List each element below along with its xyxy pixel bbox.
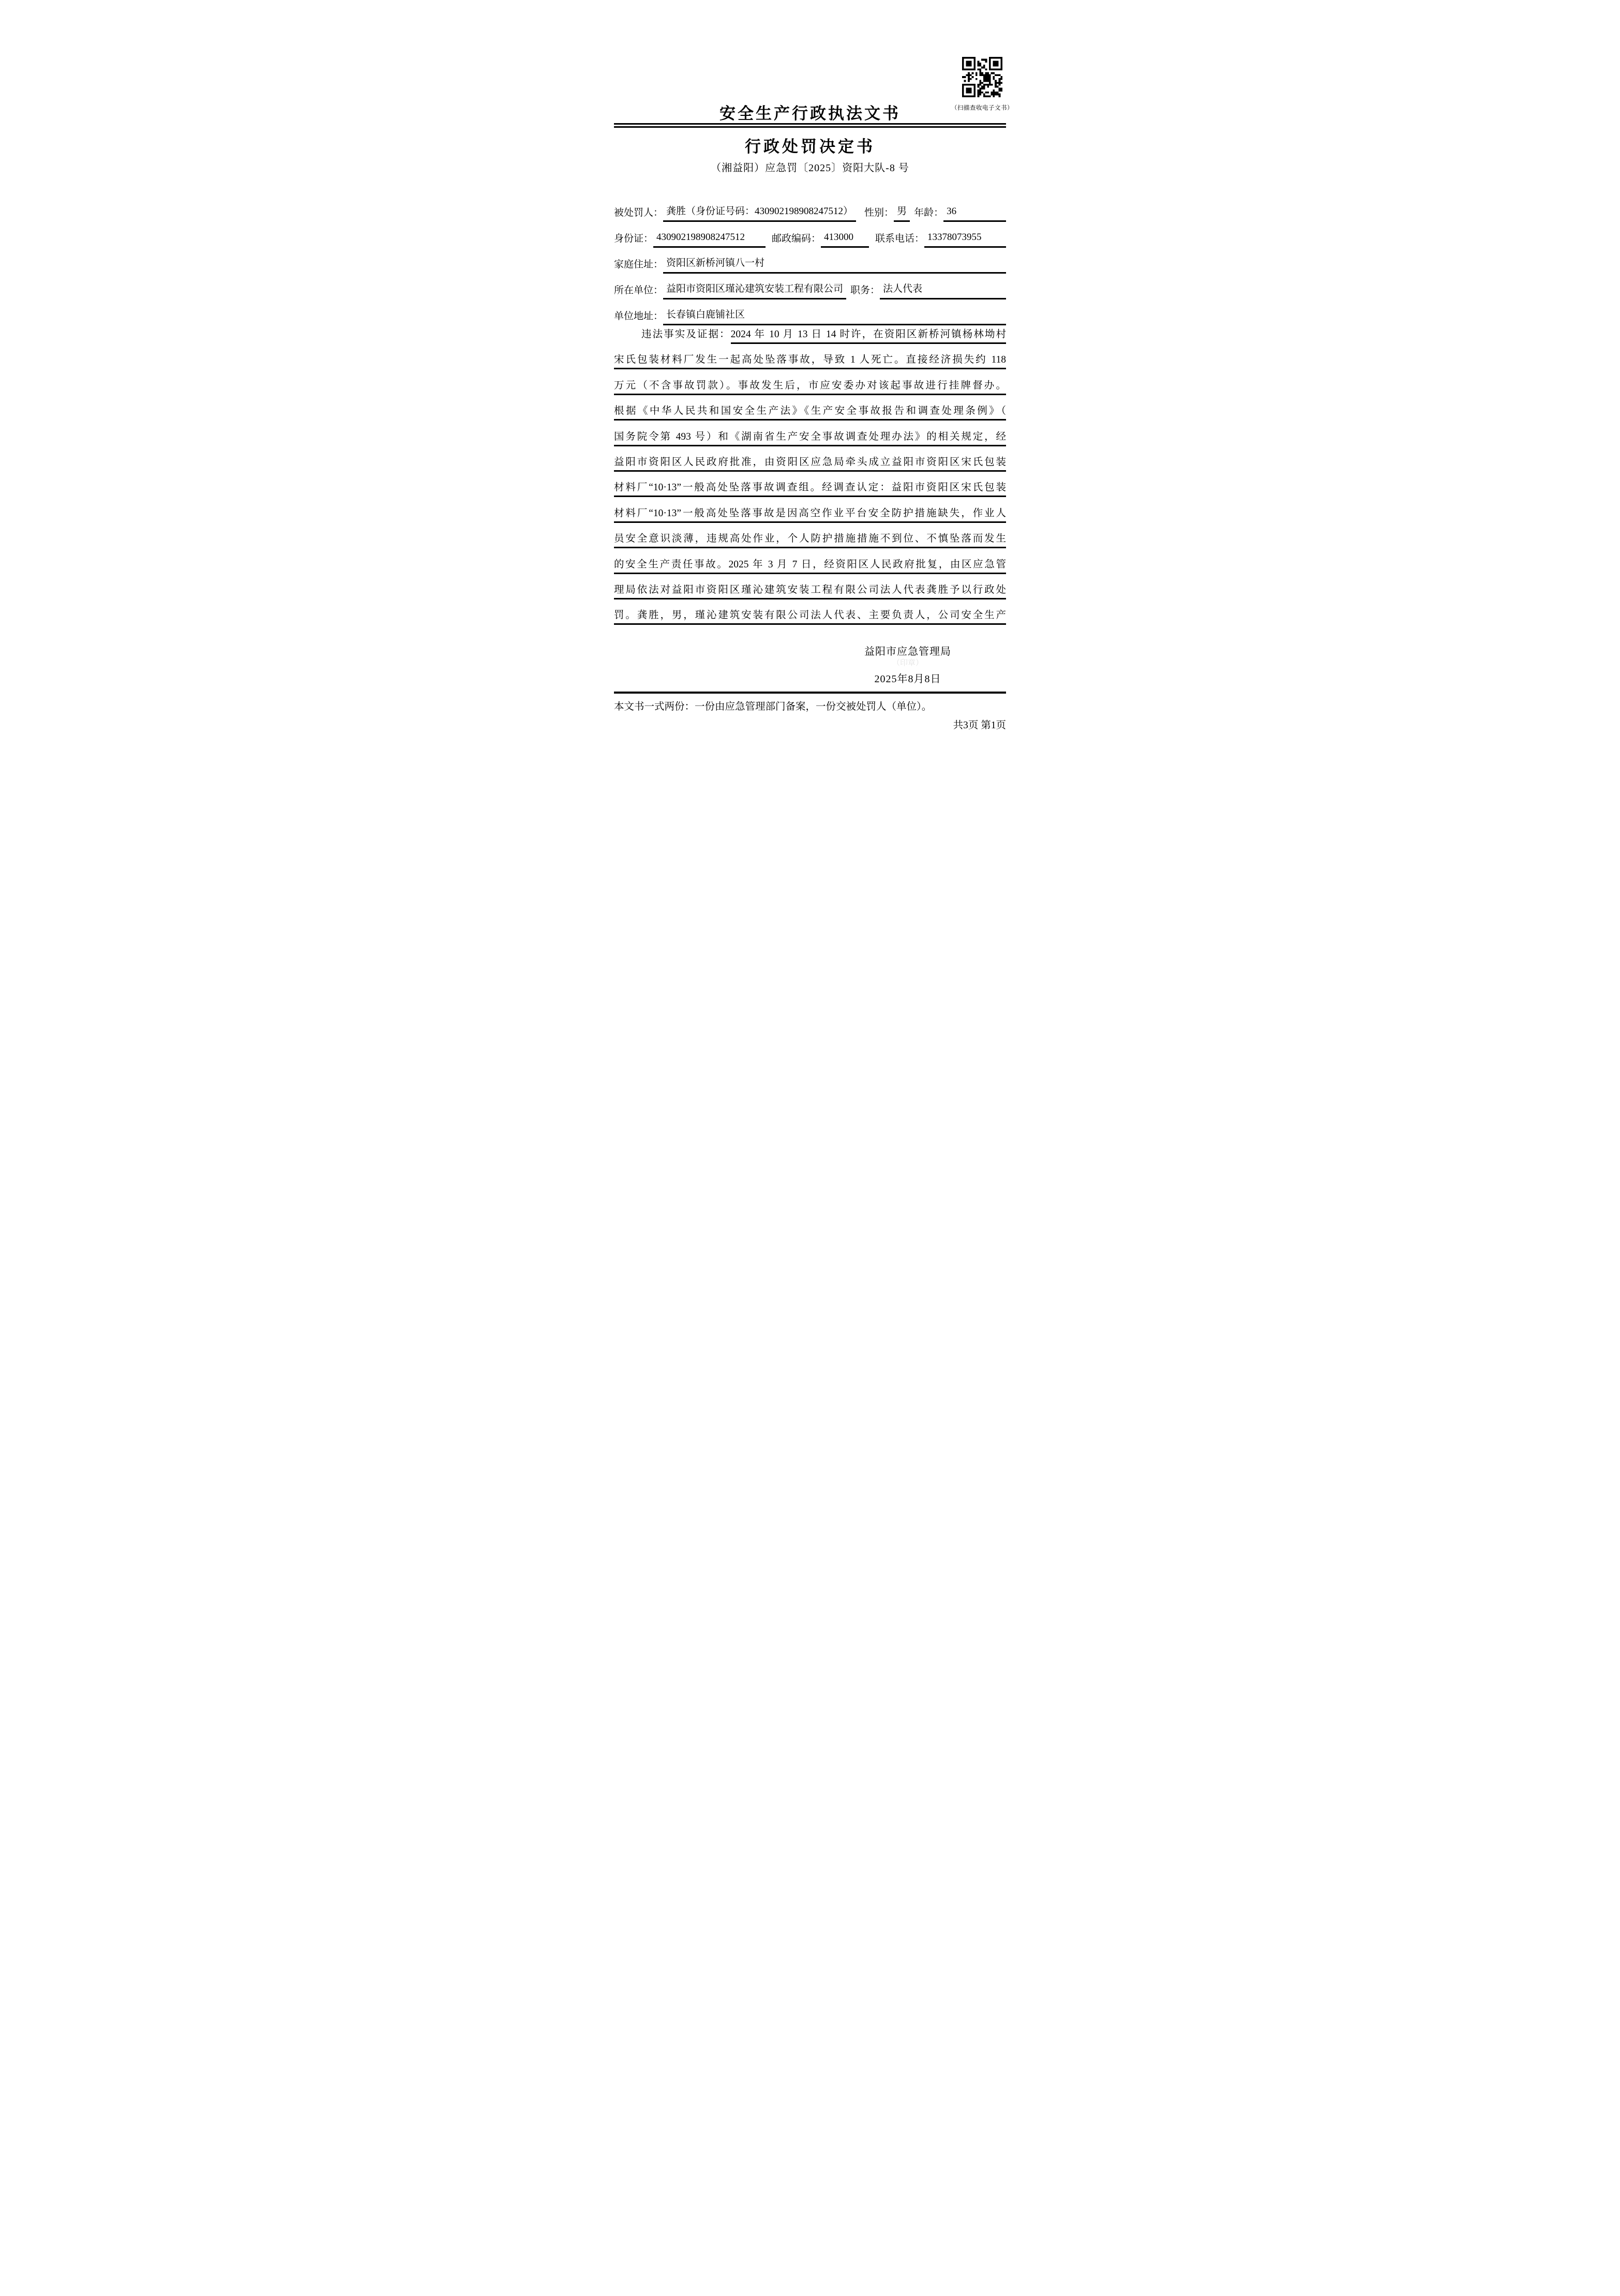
postcode-label: 邮政编码： xyxy=(772,233,821,244)
punished-person-label: 被处罚人： xyxy=(614,207,664,218)
body-line-text: 宋氏包装材料厂发生一起高处坠落事故，导致 1 人死亡。直接经济损失约 118 xyxy=(614,354,1006,369)
body-line-text: 材料厂“10·13”一般高处坠落事故调查组。经调查认定：益阳市资阳区宋氏包装 xyxy=(614,482,1006,497)
facts-and-evidence-paragraph xyxy=(614,322,1006,628)
body-line-text: 罚。龚胜，男，瑾沁建筑安装有限公司法人代表、主要负责人，公司安全生产 xyxy=(614,610,1006,625)
body-line-text: 理局依法对益阳市资阳区瑾沁建筑安装工程有限公司法人代表龚胜予以行政处 xyxy=(614,584,1006,599)
body-line xyxy=(614,322,1006,347)
penalty-decision-document-page xyxy=(540,0,1080,766)
page-indicator: 共3页 第1页 xyxy=(953,720,1006,731)
phone-label: 联系电话： xyxy=(875,233,925,244)
footer-rule xyxy=(614,692,1006,694)
seal-watermark: （印章） xyxy=(892,659,923,667)
id-card-row xyxy=(614,222,1006,248)
body-line-text: 益阳市资阳区人民政府批准，由资阳区应急局牵头成立益阳市资阳区宋氏包装 xyxy=(614,457,1006,472)
body-line xyxy=(614,501,1006,526)
duty-value: 法人代表 xyxy=(880,281,1006,299)
punished-person-value: 龚胜（身份证号码：430902198908247512） xyxy=(663,203,856,222)
signature-block xyxy=(809,643,1006,685)
home-address-value: 资阳区新桥河镇八一村 xyxy=(663,255,1006,274)
postcode-value: 413000 xyxy=(821,232,869,248)
body-line-text: 国务院令第 493 号）和《湖南省生产安全事故调查处理办法》的相关规定，经 xyxy=(614,431,1006,446)
work-unit-value: 益阳市资阳区瑾沁建筑安装工程有限公司 xyxy=(663,281,846,299)
document-title: 行政处罚决定书 xyxy=(745,138,875,156)
body-line-text: 2024 年 10 月 13 日 14 时许，在资阳区新桥河镇杨林坳村 xyxy=(731,329,1006,344)
body-line xyxy=(614,552,1006,577)
body-line-text: 员安全意识淡薄，违规高处作业，个人防护措施措施不到位、不慎坠落而发生 xyxy=(614,533,1006,548)
phone-value: 13378073955 xyxy=(924,232,1006,248)
body-line xyxy=(614,424,1006,449)
qr-caption: （扫描查收电子文书） xyxy=(951,105,1013,111)
home-address-label: 家庭住址： xyxy=(614,259,664,270)
gender-value: 男 xyxy=(894,203,910,222)
punished-person-row xyxy=(614,196,1006,222)
body-line xyxy=(614,526,1006,551)
document-number: （湘益阳）应急罚〔2025〕资阳大队-8 号 xyxy=(711,162,909,174)
id-card-value: 430902198908247512 xyxy=(653,232,766,248)
body-line xyxy=(614,475,1006,500)
issuing-agency: 益阳市应急管理局 xyxy=(864,646,951,657)
body-line xyxy=(614,347,1006,372)
home-address-row xyxy=(614,248,1006,274)
unit-address-value: 长春镇白鹿铺社区 xyxy=(663,307,1006,325)
work-unit-label: 所在单位： xyxy=(614,285,664,296)
body-line xyxy=(614,603,1006,628)
body-line xyxy=(614,398,1006,424)
body-line-text: 的安全生产责任事故。2025 年 3 月 7 日，经资阳区人民政府批复，由区应急管 xyxy=(614,559,1006,574)
copies-note: 本文书一式两份：一份由应急管理部门备案，一份交被处罚人（单位）。 xyxy=(614,701,932,712)
qr-code-image xyxy=(962,57,1002,97)
work-unit-row xyxy=(614,274,1006,299)
body-line-text: 材料厂“10·13”一般高处坠落事故是因高空作业平台安全防护措施缺失，作业人 xyxy=(614,508,1006,523)
issue-date: 2025年8月8日 xyxy=(874,673,941,685)
header-double-rule xyxy=(614,123,1006,128)
body-line xyxy=(614,373,1006,398)
age-value: 36 xyxy=(943,206,1006,222)
document-series-title: 安全生产行政执法文书 xyxy=(719,104,901,123)
body-line xyxy=(614,577,1006,603)
duty-label: 职务： xyxy=(850,285,880,296)
id-card-label: 身份证： xyxy=(614,233,654,244)
body-line xyxy=(614,449,1006,475)
party-info-section xyxy=(614,196,1006,325)
body-line-text: 万元（不含事故罚款）。事故发生后，市应安委办对该起事故进行挂牌督办。 xyxy=(614,380,1006,395)
age-label: 年龄： xyxy=(914,207,944,218)
unit-address-label: 单位地址： xyxy=(614,311,664,322)
facts-label: 违法事实及证据： xyxy=(641,329,731,340)
body-line-text: 根据《中华人民共和国安全生产法》《生产安全事故报告和调查处理条例》（ xyxy=(614,406,1006,421)
gender-label: 性别： xyxy=(864,207,894,218)
